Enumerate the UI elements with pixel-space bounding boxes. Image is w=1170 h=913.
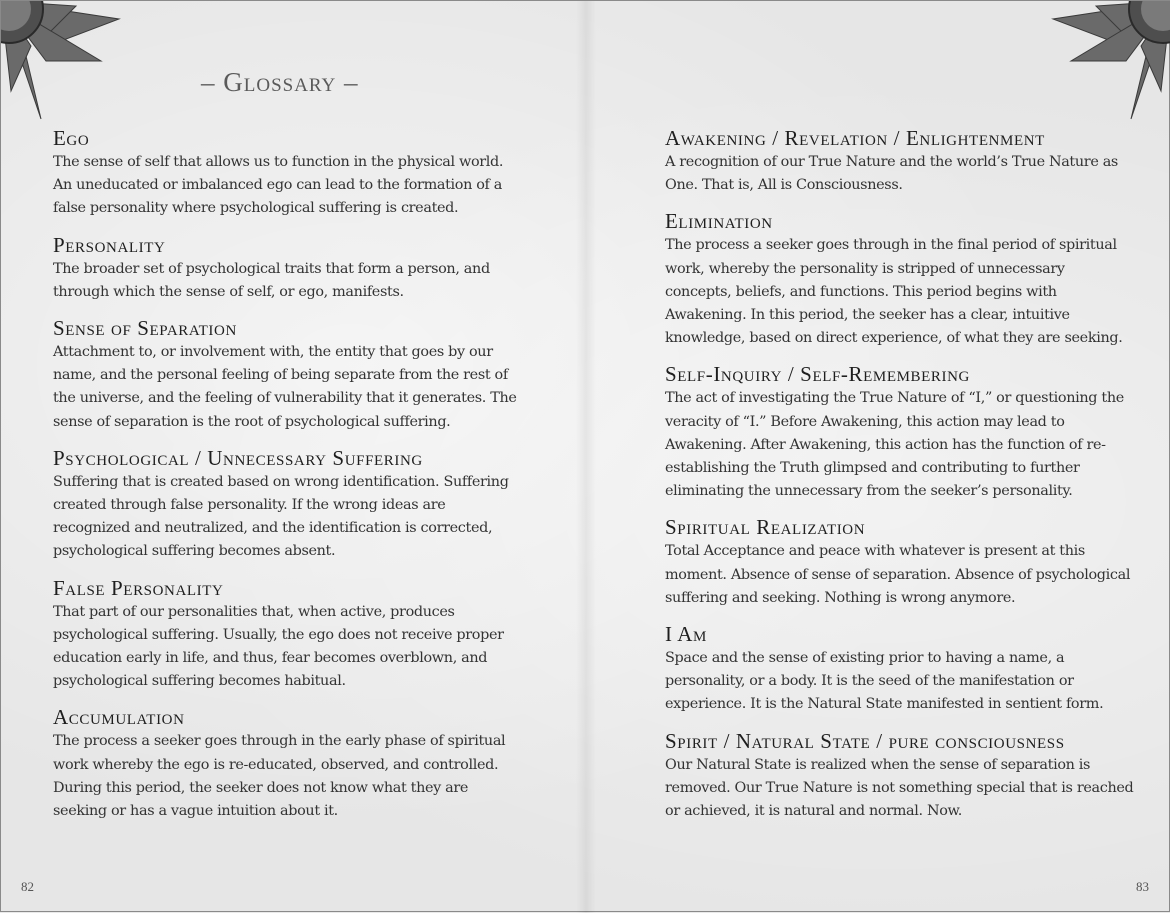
glossary-term: Spirit / Natural State / pure consciousness — [665, 728, 1065, 753]
page-number: 82 — [21, 879, 34, 894]
glossary-column-left — [53, 125, 523, 834]
glossary-entry — [53, 445, 523, 564]
glossary-entry — [53, 575, 523, 694]
glossary-term: Elimination — [665, 209, 773, 234]
glossary-column-right — [665, 125, 1135, 834]
glossary-definition: The act of investigating the True Nature of “I,” or questioning the veracity of “I.” Before Awakening, this action may lead to Awakening. After Awakening, this action has the function of re-establishing the Truth glimpsed and contributing to further eliminating the unnecessary from the seeker’s personality. — [665, 390, 1124, 500]
glossary-term: Spiritual Realization — [665, 515, 866, 540]
glossary-entry — [53, 315, 523, 434]
right-page — [586, 1, 1170, 913]
glossary-definition: Our Natural State is realized when the sense of separation is removed. Our True Nature is not something special that is reached or achieved, it is natural and normal. Now. — [665, 756, 1134, 820]
glossary-term: Sense of Separation — [53, 316, 237, 341]
glossary-term: Psychological / Unnecessary Suffering — [53, 445, 423, 470]
glossary-term: False Personality — [53, 575, 224, 600]
glossary-entry — [665, 125, 1135, 197]
glossary-definition: The sense of self that allows us to function in the physical world. An uneducated or imbalanced ego can lead to the formation of a false personality where psychological suffering is created. — [53, 154, 504, 217]
glossary-definition: The broader set of psychological traits that form a person, and through which the sense of self, or ego, manifests. — [53, 260, 490, 300]
glossary-definition: The process a seeker goes through in the early phase of spiritual work whereby the ego is re-educated, observed, and controlled. During this period, the seeker does not know what they are seeking or has a vague intuition about it. — [53, 733, 506, 820]
glossary-definition: The process a seeker goes through in the final period of spiritual work, whereby the personality is stripped of unnecessary concepts, beliefs, and functions. This period begins with Awakening. In this period, the seeker has a clear, intuitive knowledge, based on direct experience, of what they are seeking. — [665, 237, 1123, 347]
page-title: – Glossary – — [201, 67, 359, 97]
glossary-term: Awakening / Revelation / Enlightenment — [665, 126, 1045, 150]
glossary-entry — [665, 514, 1135, 610]
glossary-entry — [53, 704, 523, 823]
glossary-definition: That part of our personalities that, when active, produces psychological suffering. Usually, the ego does not receive proper education early in life, and thus, fear becomes overblown, and psychological suffering becomes habitual. — [53, 603, 504, 690]
glossary-term: Personality — [53, 232, 166, 257]
glossary-entry — [53, 232, 523, 304]
glossary-definition: Attachment to, or involvement with, the entity that goes by our name, and the personal feeling of being separate from the rest of the universe, and the feeling of vulnerability that it generates. The sense of separation is the root of psychological suffering. — [53, 344, 517, 430]
glossary-term: Ego — [53, 126, 90, 150]
glossary-entry — [53, 125, 523, 221]
glossary-definition: Total Acceptance and peace with whatever is present at this moment. Absence of sense of separation. Absence of psychological suffering and seeking. Nothing is wrong anymore. — [665, 543, 1131, 606]
glossary-definition: Suffering that is created based on wrong identification. Suffering created through false personality. If the wrong ideas are recognized and neutralized, and the identification is corrected, psychological suffering becomes absent. — [53, 473, 509, 560]
glossary-term: Accumulation — [53, 705, 185, 730]
sun-ornament-icon — [1051, 1, 1170, 121]
sun-ornament-icon — [1, 1, 121, 121]
glossary-definition: Space and the sense of existing prior to having a name, a personality, or a body. It is the seed of the manifestation or experience. It is the Natural State manifested in sentient form. — [665, 650, 1104, 713]
glossary-entry — [665, 728, 1135, 824]
glossary-entry — [665, 208, 1135, 350]
glossary-definition: A recognition of our True Nature and the world’s True Nature as One. That is, All is Consciousness. — [665, 154, 1118, 194]
left-page — [1, 1, 586, 913]
page-number: 83 — [1136, 879, 1149, 894]
glossary-entry — [665, 621, 1135, 717]
glossary-term: Self-Inquiry / Self-Remembering — [665, 362, 970, 387]
glossary-term: I Am — [665, 622, 707, 647]
glossary-entry — [665, 361, 1135, 503]
